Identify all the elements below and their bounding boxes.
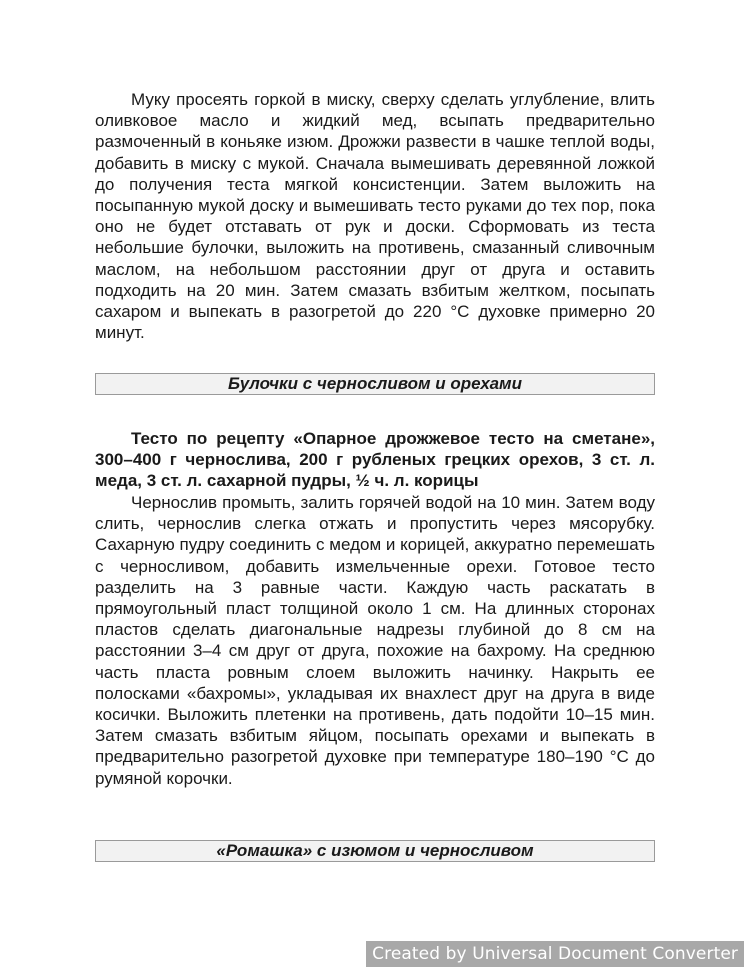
recipe-heading-prune-buns: Булочки с черносливом и орехами: [95, 373, 655, 395]
recipe-paragraph-2: Чернослив промыть, залить горячей водой на 10 мин. Затем воду слить, чернослив слегка отжать и пропустить через мясорубку. Сахарную пудру соединить с медом и корицей, аккуратно перемешать с черносливом, добавить измельченные орехи. Готовое тесто разделить на 3 равные части. Каждую часть раскатать в прямоугольный пласт толщиной около 1 см. На длинных сторонах пластов сделать диагональные надрезы глубиной до 8 см на расстоянии 3–4 см друг от друга, похожие на бахрому. На среднюю часть пласта ровным слоем выложить начинку. Накрыть ее полосками «бахромы», укладывая их внахлест друг на друга в виде косички. Выложить плетенки на противень, дать подойти 10–15 мин. Затем смазать взбитым яйцом, посыпать орехами и выпекать в предварительно разогретой духовке при температуре 180–190 °C до румяной корочки.: [95, 493, 655, 788]
recipe-paragraph-1: Муку просеять горкой в миску, сверху сделать углубление, влить оливковое масло и жидкий мед, всыпать предварительно размоченный в коньяке изюм. Дрожжи развести в чашке теплой воды, добавить в миску с мукой. Сначала вымешивать деревянной ложкой до получения теста мягкой консистенции. Затем выложить на посыпанную мукой доску и вымешивать тесто руками до тех пор, пока оно не будет отставать от рук и доски. Сформовать из теста небольшие булочки, выложить на противень, смазанный сливочным маслом, на небольшом расстоянии друг от друга и оставить подходить на 20 мин. Затем смазать взбитым желтком, посыпать сахаром и выпекать в разогретой до 220 °C духовке примерно 20 минут.: [95, 90, 655, 343]
ingredients-paragraph: Тесто по рецепту «Опарное дрожжевое тесто на сметане», 300–400 г чернослива, 200 г рубленых грецких орехов, 3 ст. л. меда, 3 ст. л. сахарной пудры, ½ ч. л. корицы: [95, 429, 655, 491]
recipe-heading-romashka: «Ромашка» с изюмом и черносливом: [95, 840, 655, 862]
converter-watermark: Created by Universal Document Converter: [366, 941, 744, 967]
